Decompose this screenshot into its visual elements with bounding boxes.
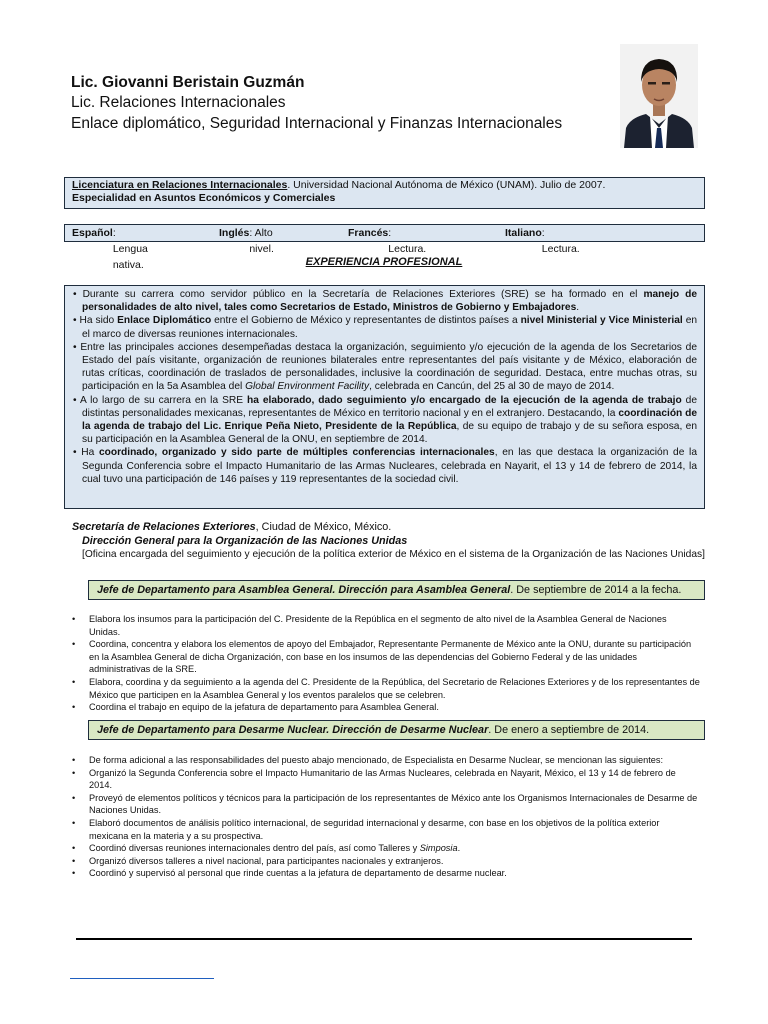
education-line [72,179,697,192]
job-header-asamblea-general: Jefe de Departamento para Asamblea General. Dirección para Asamblea General. De septiembre de 2014 a la fecha. [88,580,705,600]
employer-division: Dirección General para la Organización de las Naciones Unidas [82,534,408,547]
duty-item: • Coordinó y supervisó al personal que rinde cuentas a la jefatura de departamento de desarme nuclear. [72,867,700,880]
education-box [64,177,705,209]
education-specialty: Especialidad en Asuntos Económicos y Comerciales [72,192,336,204]
divider-line [76,938,692,940]
education-detail: . Universidad Nacional Autónoma de México (UNAM). Julio de 2007. [287,179,606,191]
job-duties-asamblea-general [72,613,700,714]
employer-line [72,521,732,535]
profile-photo [620,44,698,148]
footnote-separator [70,978,214,979]
candidate-degree: Lic. Relaciones Internacionales [71,94,286,111]
experience-bullet: • Durante su carrera como servidor público en la Secretaría de Relaciones Exteriores (SRE) se ha formado en el manejo de personalidades de alto nivel, tales como Secretarios de Estado, Ministros de Gobierno y Embajadores. [73,289,698,314]
employer-note: [Oficina encargada del seguimiento y ejecución de la política exterior de México en el sistema de la Organización de las Naciones Unidas] [82,549,705,560]
duty-item: • Organizó diversos talleres a nivel nacional, para participantes nacionales y extranjeros. [72,855,700,868]
candidate-focus: Enlace diplomático, Seguridad Internacional y Finanzas Internacionales [71,115,563,132]
experience-bullet: • Ha sido Enlace Diplomático entre el Gobierno de México y representantes de distintos países a nivel Ministerial y Vice Ministerial en el marco de diversas reuniones internacionales. [73,315,698,340]
duty-item: • Organizó la Segunda Conferencia sobre el Impacto Humanitario de las Armas Nucleares, celebrada en Nayarit, México, el 13 y 14 de febrero de 2014. [72,767,700,792]
language-spanish: Español : Lengua nativa. [72,227,148,271]
employer-block [72,521,732,562]
duty-item: • De forma adicional a las responsabilidades del puesto abajo mencionado, de Especialista en Desarme Nuclear, se mencionan las siguientes: [72,754,700,767]
experience-bullet: • Entre las principales acciones desempeñadas destaca la organización, seguimiento y/o ejecución de la agenda de los Secretarios de Estado del país visitante, organización de reuniones bilaterales entre representantes del país visitante y de México, elaboración de rutas críticas, coordinación de traslados de personalidades, inclusive la coordinación de seguridad. Destaca, entre muchas otras, su participación en la 5a Asamblea del Global Environment Facility, celebrada en Cancún, del 25 al 30 de mayo de 2014. [73,341,697,393]
duty-item: • Elaboró documentos de análisis político internacional, de seguridad internacional y desarme, con base en los objetivos de la política exterior mexicana en la materia y a su prospectiva. [72,817,700,842]
duty-item: • Elabora los insumos para la participación del C. Presidente de la República en el segmento de alto nivel de la Asamblea General de Naciones Unidas. [72,613,700,638]
section-title-experience: EXPERIENCIA PROFESIONAL [305,256,463,268]
duty-item: • Coordinó diversas reuniones internacionales dentro del país, así como Talleres y Simposia. [72,842,700,855]
duty-item: • Coordina el trabajo en equipo de la jefatura de departamento para Asamblea General. [72,701,700,714]
experience-bullet: • A lo largo de su carrera en la SRE ha elaborado, dado seguimiento y/o encargado de la ejecución de la agenda de trabajo de distintas personalidades mexicanas, representantes de México en territorio nacional y en el extranjero. Destacando, la coordinación de la agenda de trabajo del Lic. Enrique Peña Nieto, Presidente de la República, de su equipo de trabajo y de su señora esposa, en su participación en la Asamblea General de la ONU, en septiembre de 2014. [73,394,698,446]
language-english: Inglés : Alto nivel. [219,227,274,255]
language-italian: Italiano : Lectura. [505,227,580,255]
language-french: Francés : Lectura. [348,227,427,255]
job-header-desarme-nuclear: Jefe de Departamento para Desarme Nuclear. Dirección de Desarme Nuclear. De enero a septiembre de 2014. [88,720,705,740]
duty-item: • Coordina, concentra y elabora los elementos de apoyo del Embajador, Representante Permanente de México ante la ONU, durante su participación en la Asamblea General de dicha Organización, con base en los insumos de las dependencias del Gobierno Federal y de las unidades administrativas de la SRE. [72,638,700,676]
experience-summary-box [64,285,705,509]
job-duties-desarme-nuclear [72,754,700,880]
experience-bullet: • Ha coordinado, organizado y sido parte de múltiples conferencias internacionales, en las que destaca la organización de la Segunda Conferencia sobre el Impacto Humanitario de las Armas Nucleares, celebrada en Nayarit, el 13 y 14 de febrero de 2014, la cual tuvo una participación de 146 países y 119 representantes de la sociedad civil. [73,447,697,485]
employer-name: Secretaría de Relaciones Exteriores [72,521,256,533]
education-degree: Licenciatura en Relaciones Internacionales [72,179,288,191]
employer-city: , Ciudad de México, México. [255,521,392,533]
duty-item: • Elabora, coordina y da seguimiento a la agenda del C. Presidente de la República, del Secretario de Relaciones Exteriores y de los representantes de México que participen en la Asamblea General y los eventos paralelos que se celebren. [72,676,700,701]
candidate-name: Lic. Giovanni Beristain Guzmán [71,74,305,91]
duty-item: • Proveyó de elementos políticos y técnicos para la participación de los representantes de México ante los Organismos Internacionales de Desarme de Naciones Unidas. [72,792,700,817]
